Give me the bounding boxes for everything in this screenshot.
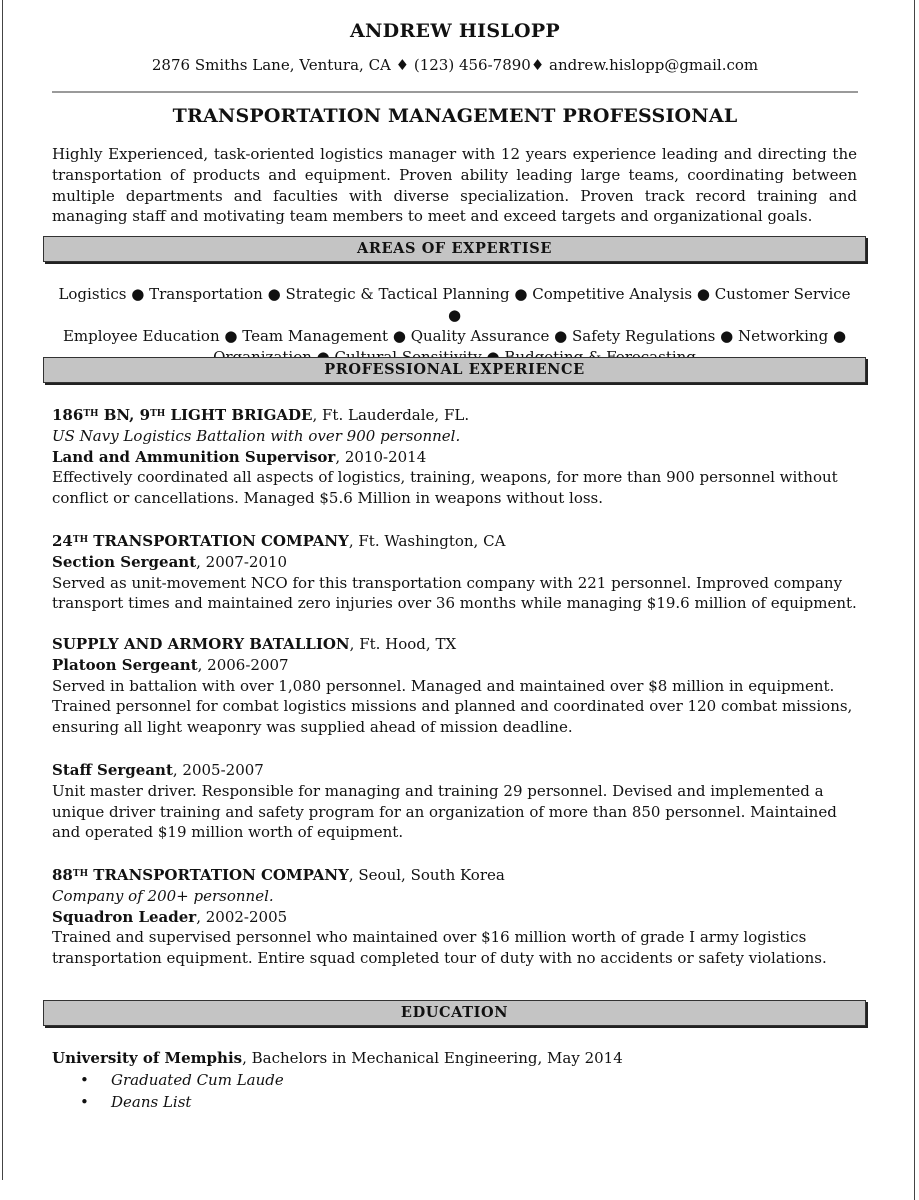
list-item: • Deans List — [80, 1093, 192, 1111]
experience-entry — [52, 530, 864, 614]
role-dates: , 2007-2010 — [196, 552, 288, 571]
employer-location: , Ft. Hood, TX — [349, 635, 457, 653]
bullet-icon: • — [80, 1093, 89, 1111]
employer-name: 88TH TRANSPORTATION COMPANY — [52, 866, 349, 884]
page-edge-left — [2, 0, 3, 1180]
professional-summary: Highly Experienced, task-oriented logistics manager with 12 years experience leading and directing the transportation of products and equipment. Proven ability leading large teams, coordinating between multiple departments and faculties with diverse specialization. Proven track record training and managing staff and motivating team members to meet and exceed targets and organizational goals. — [52, 145, 857, 226]
experience-entry — [52, 760, 864, 843]
education-entry — [52, 1047, 864, 1069]
role-title: Squadron Leader — [52, 907, 197, 926]
role-description: Served in battalion with over 1,080 personnel. Managed and maintained over $8 million in equipment. Trained personnel for combat logistics missions and planned and coordinated over 120 combat missions, ensuring all light weaponry was supplied ahead of mission deadline. — [52, 676, 853, 737]
degree-info: , Bachelors in Mechanical Engineering, May 2014 — [242, 1049, 623, 1067]
applicant-name: ANDREW HISLOPP — [349, 20, 561, 42]
page-edge-right — [914, 0, 915, 1200]
section-header-expertise: AREAS OF EXPERTISE — [43, 236, 866, 262]
list-item: • Graduated Cum Laude — [80, 1071, 284, 1089]
employer-line — [52, 864, 864, 886]
section-header-education: EDUCATION — [43, 1000, 866, 1026]
section-header-experience: PROFESSIONAL EXPERIENCE — [43, 357, 866, 383]
employer-name: SUPPLY AND ARMORY BATALLION — [52, 635, 350, 653]
role-dates: , 2005-2007 — [172, 761, 264, 779]
skills-list — [52, 284, 857, 368]
role-dates: , 2002-2005 — [196, 907, 288, 926]
unit-description: Company of 200+ personnel. — [52, 886, 274, 905]
role-title: Staff Sergeant — [52, 761, 173, 779]
experience-entry — [52, 864, 864, 969]
honors-list — [80, 1069, 284, 1113]
role-line — [52, 552, 864, 573]
role-title: Land and Ammunition Supervisor — [52, 447, 336, 466]
professional-headline: TRANSPORTATION MANAGEMENT PROFESSIONAL — [172, 105, 738, 127]
employer-name: 24TH TRANSPORTATION COMPANY — [52, 532, 349, 550]
role-line — [52, 655, 864, 676]
role-description: Served as unit-movement NCO for this transportation company with 221 personnel. Improved company transport times and maintained zero injuries over 36 months while managing $19.6 million of equipment. — [52, 573, 857, 613]
employer-line — [52, 634, 864, 655]
role-title: Section Sergeant — [52, 552, 197, 571]
skills-line: Employee Education ● Team Management ● Quality Assurance ● Safety Regulations ● Networking ● — [62, 327, 847, 345]
role-line — [52, 760, 864, 781]
role-description: Effectively coordinated all aspects of logistics, training, weapons, for more than 900 personnel without conflict or cancellations. Managed $5.6 Million in weapons without loss. — [52, 468, 838, 508]
skills-line: Logistics ● Transportation ● Strategic & Tactical Planning ● Competitive Analysis ● Customer Service ● — [58, 285, 851, 324]
contact-info: 2876 Smiths Lane, Ventura, CA ♦ (123) 456-7890♦ andrew.hislopp@gmail.com — [151, 56, 759, 74]
role-dates: , 2010-2014 — [335, 447, 427, 466]
employer-location: , Seoul, South Korea — [348, 866, 505, 884]
role-dates: , 2006-2007 — [197, 655, 289, 674]
role-description: Unit master driver. Responsible for managing and training 29 personnel. Devised and implemented a unique driver training and safety program for an organization of more than 850 personnel. Maintained and operated $19 million worth of equipment. — [52, 781, 837, 842]
employer-name: 186TH BN, 9TH LIGHT BRIGADE — [52, 406, 313, 424]
experience-entry — [52, 634, 864, 738]
employer-line — [52, 404, 864, 426]
role-description: Trained and supervised personnel who maintained over $16 million worth of grade I army logistics transportation equipment. Entire squad completed tour of duty with no accidents or safety violations. — [52, 928, 827, 968]
bullet-icon: • — [80, 1071, 89, 1089]
unit-description: US Navy Logistics Battalion with over 900 personnel. — [52, 426, 461, 445]
school-name: University of Memphis — [52, 1049, 243, 1067]
role-title: Platoon Sergeant — [52, 655, 198, 674]
header-divider — [52, 91, 858, 93]
employer-location: , Ft. Washington, CA — [348, 532, 506, 550]
experience-entry — [52, 404, 864, 509]
employer-location: , Ft. Lauderdale, FL. — [312, 406, 470, 424]
employer-line — [52, 530, 864, 552]
role-line — [52, 907, 864, 928]
role-line — [52, 447, 864, 468]
